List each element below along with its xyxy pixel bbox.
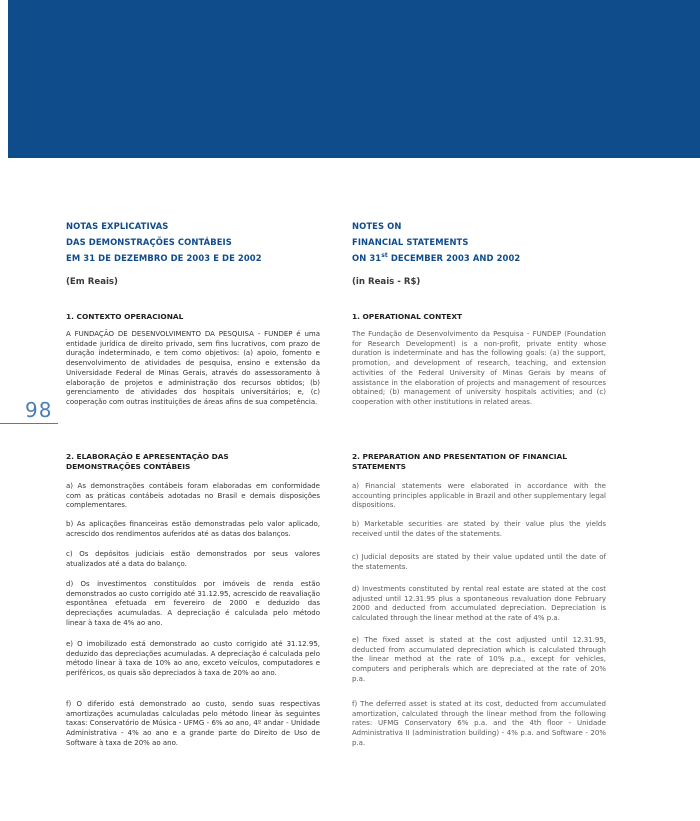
pt-title-line-2: DAS DEMONSTRAÇÕES CONTÁBEIS [66, 237, 232, 247]
pt-currency-note: (Em Reais) [66, 277, 118, 287]
pt-item-e: e) O imobilizado está demonstrado ao custo corrigido até 31.12.95, deduzido das depreciações acumuladas. A depreciação é calculada pelo método linear à taxa de 10% ao ano, exceto veículos, computadores e periféricos, os quais são depreciados à taxa de 20% ao ano. [66, 640, 320, 678]
en-item-d: d) Investments constituted by rental real estate are stated at the cost adjusted until 12.31.95 plus a spontaneous revaluation done February 2000 and deducted from accumulated depreciation. Depreciation is calculated through the linear method at the rate of 4% p.a. [352, 585, 606, 623]
pt-item-d: d) Os investimentos constituídos por imóveis de renda estão demonstrados ao custo corrigido até 31.12.95, acrescido de reavaliação espontânea efetuada em fevereiro de 2000 e deduzido das depreciações acumuladas. A depreciação é calculada pelo método linear à taxa de 4% ao ano. [66, 580, 320, 627]
en-item-b: b) Marketable securities are stated by their value plus the yields received until the dates of the statements. [352, 520, 606, 538]
pt-item-f: f) O diferido está demonstrado ao custo, sendo suas respectivas amortizações acumuladas calculadas pelo método linear às seguintes taxas: Conservatório de Música - UFMG - 6% ao ano, 4º andar - Unidade Administrativa - 4% ao ano e a grande parte do Direito de Uso de Software à taxa de 20% ao ano. [66, 700, 320, 747]
pt-title [66, 218, 262, 266]
en-title-line-3 [352, 250, 520, 266]
en-section-2-heading-line-2: STATEMENTS [352, 461, 406, 471]
en-title-line-3-pre: ON 31 [352, 253, 382, 263]
pt-title-line-1: NOTAS EXPLICATIVAS [66, 221, 169, 231]
en-currency-note: (in Reais - R$) [352, 277, 421, 287]
en-section-2-heading-line-1: 2. PREPARATION AND PRESENTATION OF FINANCIAL [352, 452, 567, 461]
en-section-1-heading: 1. OPERATIONAL CONTEXT [352, 312, 463, 321]
en-title-line-3-sup: st [381, 252, 388, 260]
pt-item-a: a) As demonstrações contábeis foram elaboradas em conformidade com as práticas contábeis adotadas no Brasil e demais disposições complementares. [66, 482, 320, 510]
en-section-2-heading [352, 452, 567, 471]
page-number: 98 [25, 398, 53, 422]
en-title-line-3-post: DECEMBER 2003 AND 2002 [387, 253, 521, 263]
en-title-line-1: NOTES ON [352, 221, 402, 231]
pt-section-1-heading: 1. CONTEXTO OPERACIONAL [66, 312, 184, 321]
pt-section-2-heading [66, 452, 229, 471]
en-title-line-2: FINANCIAL STATEMENTS [352, 237, 469, 247]
pt-item-b: b) As aplicações financeiras estão demonstradas pelo valor aplicado, acrescido dos rendimentos auferidos até as datas dos balanços. [66, 520, 320, 538]
pt-title-line-3: EM 31 DE DEZEMBRO DE 2003 E DE 2002 [66, 253, 262, 263]
pt-section-2-heading-line-1: 2. ELABORAÇÃO E APRESENTAÇÃO DAS [66, 452, 229, 461]
pt-section-2-heading-line-2: DEMONSTRAÇÕES CONTÁBEIS [66, 461, 191, 471]
en-section-1-text: The Fundação de Desenvolvimento da Pesquisa - FUNDEP (Foundation for Research Development) is a non-profit, private entity whose duration is indeterminate and has the following goals: (a) the support, promotion, and development of research, teaching, and extension activities of the Federal University of Minas Gerais by means of assistance in the elaboration of projects and management of resources obtained; (b) management of university hospitals activities; and (c) cooperation with other institutions in related areas. [352, 330, 606, 406]
header-color-band [8, 0, 700, 158]
en-item-f: f) The deferred asset is stated at its cost, deducted from accumulated amortization, calculated through the linear method from the following rates: UFMG Conservatory 6% p.a. and the 4th floor - Unidade Administrativa II (administration building) - 4% p.a. and Software - 20% p.a. [352, 700, 606, 747]
pt-section-1-text: A FUNDAÇÃO DE DESENVOLVIMENTO DA PESQUISA - FUNDEP é uma entidade jurídica de direito privado, sem fins lucrativos, com prazo de duração indeterminado, e tem como objetivos: (a) apoio, fomento e desenvolvimento de atividades de pesquisa, ensino e extensão da Universidade Federal de Minas Gerais, através do assessoramento à elaboração de projetos e administração dos recursos obtidos; (b) gerenciamento de atividades dos hospitais universitários; e, (c) cooperação com outras instituições de áreas afins de sua competência. [66, 330, 320, 406]
en-item-c: c) Judicial deposits are stated by their value updated until the date of the statements. [352, 553, 606, 571]
en-item-a: a) Financial statements were elaborated in accordance with the accounting principles applicable in Brazil and other supplementary legal dispositions. [352, 482, 606, 510]
pt-item-c: c) Os depósitos judiciais estão demonstrados por seus valores atualizados até a data do balanço. [66, 550, 320, 568]
en-title [352, 218, 520, 266]
en-item-e: e) The fixed asset is stated at the cost adjusted until 12.31.95, deducted from accumulated depreciation which is calculated through the linear method at the rate of 10% p.a., except for vehicles, computers and peripherals which are depreciated at the rate of 20% p.a. [352, 636, 606, 683]
page-number-rule [0, 423, 58, 424]
